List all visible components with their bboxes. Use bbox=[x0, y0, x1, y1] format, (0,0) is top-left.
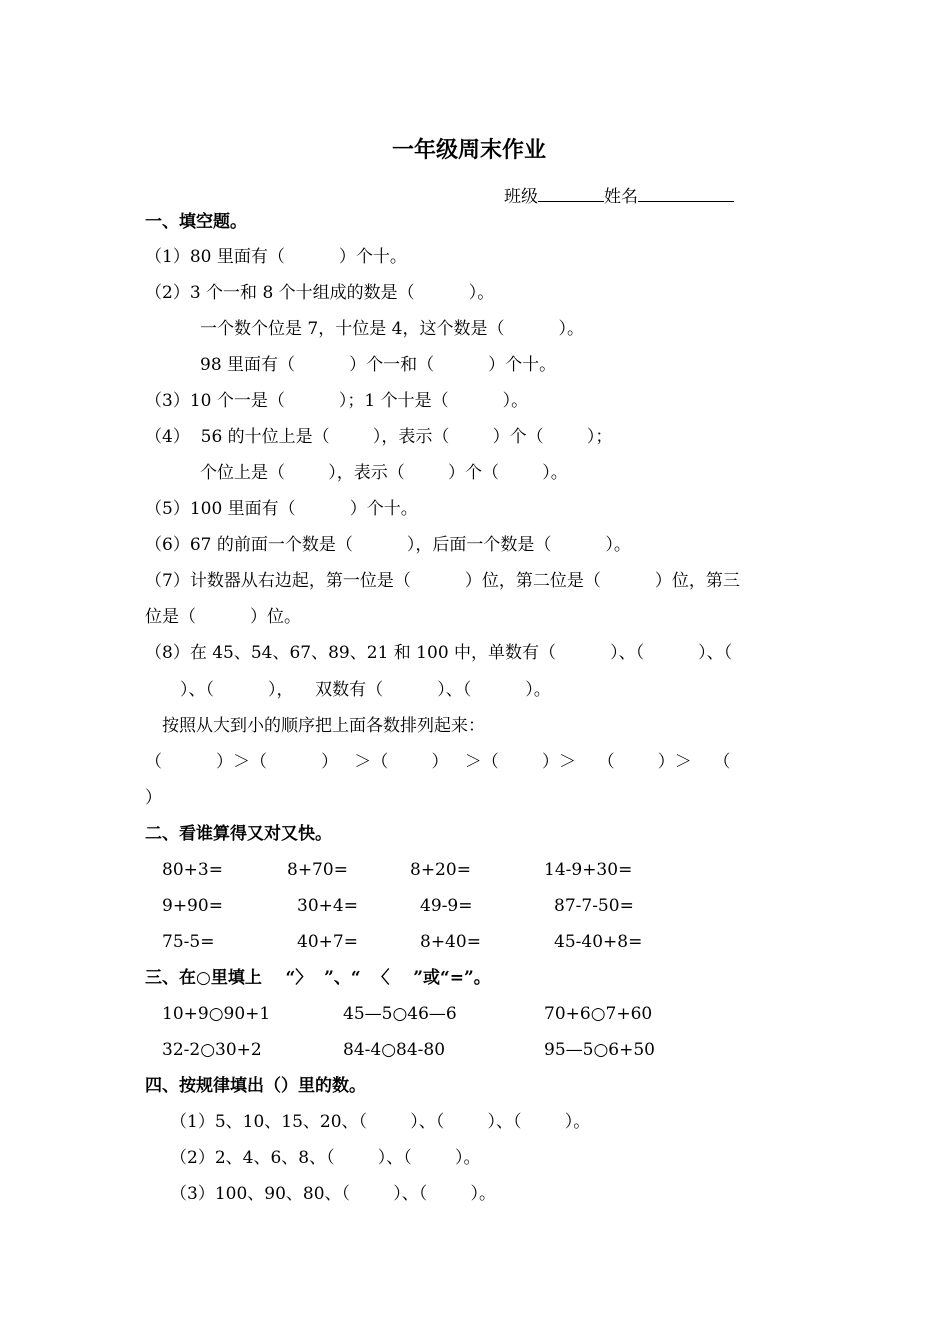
calc-item: 80+3= bbox=[162, 860, 223, 880]
s1-line: ） bbox=[145, 788, 162, 808]
compare-item: 45—5○46—6 bbox=[343, 1004, 457, 1024]
class-name-line bbox=[504, 183, 734, 208]
calc-item: 45-40+8= bbox=[554, 932, 643, 952]
s1-line: 98 里面有（ ）个一和（ ）个十。 bbox=[200, 355, 557, 375]
class-label: 班级 bbox=[504, 187, 538, 207]
s1-line: 位是（ ）位。 bbox=[145, 607, 302, 627]
calc-item: 8+40= bbox=[420, 932, 481, 952]
s1-line: 按照从大到小的顺序把上面各数排列起来： bbox=[162, 716, 485, 736]
pattern-line: （1）5、10、15、20、（ ）、（ ）、（ ）。 bbox=[170, 1112, 591, 1132]
section-4-heading: 四、按规律填出（）里的数。 bbox=[145, 1076, 366, 1096]
calc-item: 9+90= bbox=[162, 896, 223, 916]
name-blank[interactable] bbox=[638, 183, 734, 202]
s1-line: 个位上是（ ），表示（ ）个（ ）。 bbox=[200, 463, 568, 483]
calc-item: 8+70= bbox=[287, 860, 348, 880]
class-blank[interactable] bbox=[538, 183, 604, 202]
s1-line: （8）在 45、54、67、89、21 和 100 中，单数有（ ）、（ ）、（ bbox=[145, 643, 733, 663]
s1-line: （6）67 的前面一个数是（ ），后面一个数是（ ）。 bbox=[145, 535, 631, 555]
s1-line: （4） 56 的十位上是（ ），表示（ ）个（ ）； bbox=[145, 427, 613, 447]
s1-line: ）、（ ）， 双数有（ ）、（ ）。 bbox=[180, 680, 551, 700]
calc-item: 87-7-50= bbox=[554, 896, 634, 916]
calc-item: 30+4= bbox=[297, 896, 358, 916]
compare-item: 95—5○6+50 bbox=[544, 1040, 655, 1060]
s1-line: （7）计数器从右边起，第一位是（ ）位，第二位是（ ）位，第三 bbox=[145, 571, 740, 591]
compare-item: 70+6○7+60 bbox=[544, 1004, 653, 1024]
compare-item: 10+9○90+1 bbox=[162, 1004, 271, 1024]
name-label: 姓名 bbox=[604, 187, 638, 207]
page-title: 一年级周末作业 bbox=[392, 137, 547, 163]
s1-line: （5）100 里面有（ ）个十。 bbox=[145, 499, 418, 519]
section-1-heading: 一、填空题。 bbox=[145, 212, 247, 232]
pattern-line: （2）2、4、6、8、（ ）、（ ）。 bbox=[170, 1148, 481, 1168]
pattern-line: （3）100、90、80、（ ）、（ ）。 bbox=[170, 1184, 496, 1204]
calc-item: 49-9= bbox=[420, 896, 473, 916]
section-2-heading: 二、看谁算得又对又快。 bbox=[145, 824, 332, 844]
compare-item: 84-4○84-80 bbox=[343, 1040, 446, 1060]
s1-line: （ ）＞（ ） ＞（ ） ＞（ ）＞ （ ）＞ （ bbox=[145, 752, 731, 772]
s1-line: （3）10 个一是（ ）；1 个十是（ ）。 bbox=[145, 391, 529, 411]
calc-item: 40+7= bbox=[297, 932, 358, 952]
calc-item: 14-9+30= bbox=[544, 860, 633, 880]
calc-item: 8+20= bbox=[410, 860, 471, 880]
compare-item: 32-2○30+2 bbox=[162, 1040, 262, 1060]
s1-line: 一个数个位是 7，十位是 4，这个数是（ ）。 bbox=[200, 319, 584, 339]
s1-line: （2）3 个一和 8 个十组成的数是（ ）。 bbox=[145, 283, 495, 303]
section-3-heading: 三、在○里填上 “〉 ”、“ 〈 ”或“=”。 bbox=[145, 968, 491, 988]
calc-item: 75-5= bbox=[162, 932, 215, 952]
s1-line: （1）80 里面有（ ）个十。 bbox=[145, 247, 407, 267]
